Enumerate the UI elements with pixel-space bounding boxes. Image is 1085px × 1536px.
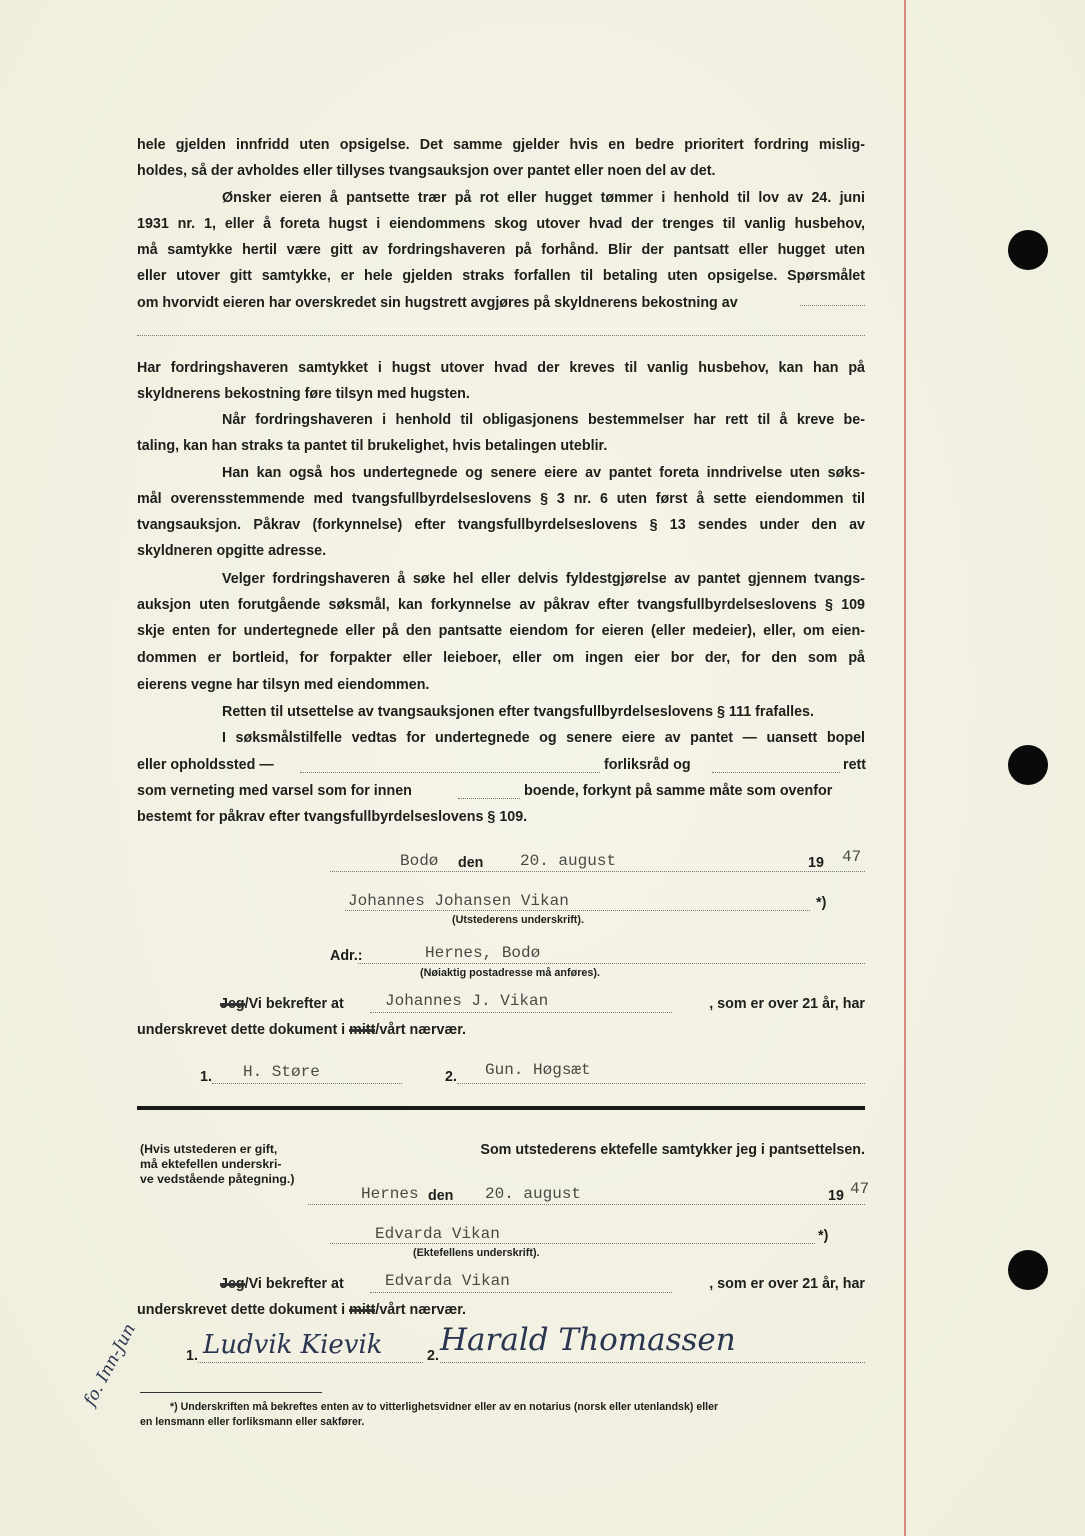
- struck-word: Jeg: [220, 1276, 245, 1292]
- body-line: Velger fordringshaveren å søke hel eller delvis fyldestgjørelse av pantet gjennem tvangs-: [222, 571, 865, 587]
- body-line: 1931 nr. 1, eller å foreta hugst i eiendommens skog utover hvad der trenges til vanlig husbehov,: [137, 216, 865, 232]
- confirm-text: [220, 1276, 344, 1292]
- confirm-name: Johannes J. Vikan: [385, 992, 549, 1010]
- body-line: Retten til utsettelse av tvangsauksjonen efter tvangsfullbyrdelseslovens § 111 frafalles.: [222, 704, 814, 720]
- name-line: [370, 1292, 672, 1293]
- body-line: skje enten for undertegnede eller på den pantsatte eiendom for eieren (eller medeier), eller, om eien-: [137, 623, 865, 639]
- footnote-line: en lensmann eller forliksmann eller sakfører.: [140, 1416, 365, 1428]
- footnote-line: *) Underskriften må bekreftes enten av to vitterlighetsvidner eller av en notarius (norsk eller utenlandsk) eller: [170, 1401, 719, 1413]
- spouse-note: [140, 1142, 294, 1187]
- confirm-tail: , som er over 21 år, har: [709, 1276, 865, 1292]
- body-line: skyldneren opgitte adresse.: [137, 543, 327, 559]
- spouse-place: Hernes: [361, 1185, 419, 1203]
- name-line: [370, 1012, 672, 1013]
- venue-text: som verneting med varsel som for innen: [137, 783, 412, 799]
- spouse-signature: Edvarda Vikan: [375, 1225, 500, 1243]
- body-line: auksjon uten forutgående søksmål, kan forkynnelse av påkrav efter tvangsfullbyrdelseslovens § 109: [137, 597, 865, 613]
- section-divider: [137, 1106, 865, 1110]
- address-line: [358, 963, 865, 964]
- body-line: taling, kan han straks ta pantet til brukelighet, hvis betalingen uteblir.: [137, 438, 608, 454]
- struck-word: mitt: [349, 1022, 376, 1038]
- signature-line: [345, 910, 810, 911]
- century-label: 19: [828, 1188, 844, 1204]
- signed-text: [137, 1022, 466, 1038]
- den-label: den: [428, 1188, 454, 1204]
- venue-text: bestemt for påkrav efter tvangsfullbyrdelseslovens § 109.: [137, 809, 528, 825]
- witness-2-handwritten: Harald Thomassen: [440, 1322, 736, 1358]
- issuer-address: Hernes, Bodø: [425, 944, 541, 962]
- struck-word: mitt: [349, 1302, 376, 1318]
- date-line: [308, 1204, 865, 1205]
- punch-hole: [1008, 745, 1048, 785]
- signature-caption: (Utstederens underskrift).: [452, 914, 584, 926]
- confirm-tail: , som er over 21 år, har: [709, 996, 865, 1012]
- body-line: holdes, så der avholdes eller tillyses tvangsauksjon over pantet eller noen del av det.: [137, 163, 716, 179]
- punch-hole: [1008, 1250, 1048, 1290]
- century-label: 19: [808, 855, 824, 871]
- note-line: (Hvis utstederen er gift,: [140, 1142, 278, 1156]
- signature-line: [330, 1243, 815, 1244]
- venue-text: forliksråd og: [604, 757, 691, 773]
- witness-line: [212, 1083, 402, 1084]
- issuer-year: 47: [842, 848, 862, 866]
- blank-field: [800, 305, 865, 306]
- blank-field: [137, 335, 865, 336]
- body-line: må samtykke hertil være gitt av fordringshaveren på forhånd. Blir der pantsatt eller hugget uten: [137, 242, 865, 258]
- issuer-signature: Johannes Johansen Vikan: [348, 892, 569, 910]
- den-label: den: [458, 855, 484, 871]
- body-line: I søksmålstilfelle vedtas for undertegnede og senere eiere av pantet — uansett bopel: [222, 730, 865, 746]
- witness-2: Gun. Høgsæt: [485, 1061, 591, 1079]
- signed-post: /vårt nærvær.: [375, 1302, 466, 1318]
- witness-line: [198, 1362, 423, 1363]
- venue-text: rett: [843, 757, 867, 773]
- confirm-label: /Vi bekrefter at: [244, 1276, 344, 1292]
- body-line: mål overensstemmende med tvangsfullbyrdelseslovens § 3 nr. 6 uten først å sette eiendommen til: [137, 491, 865, 507]
- confirm-text: [220, 996, 344, 1012]
- footnote-mark: *): [818, 1228, 829, 1244]
- address-label: Adr.:: [330, 948, 363, 964]
- venue-text: eller opholdssted —: [137, 757, 274, 773]
- body-line: skyldnerens bekostning føre tilsyn med hugsten.: [137, 386, 470, 402]
- margin-rule: [904, 0, 906, 1536]
- body-line: tvangsauksjon. Påkrav (forkynnelse) efter tvangsfullbyrdelseslovens § 13 sendes under den av: [137, 517, 865, 533]
- body-line: Han kan også hos undertegnede og senere eiere av pantet foreta inndrivelse uten søks-: [222, 465, 865, 481]
- body-line: Når fordringshaveren i henhold til obligasjonens bestemmelser har rett til å kreve be-: [222, 412, 865, 428]
- spouse-year: 47: [850, 1180, 870, 1198]
- blank-field: [712, 772, 840, 773]
- body-line: om hvorvidt eieren har overskredet sin hugstrett avgjøres på skyldnerens bekostning av: [137, 295, 738, 311]
- confirm-name: Edvarda Vikan: [385, 1272, 510, 1290]
- footnote-mark: *): [816, 895, 827, 911]
- witness-1-handwritten: Ludvik Kievik: [203, 1330, 383, 1360]
- witness-number: 2.: [445, 1069, 457, 1085]
- signed-pre: underskrevet dette dokument i: [137, 1302, 350, 1318]
- consent-text: Som utstederens ektefelle samtykker jeg i pantsettelsen.: [480, 1142, 865, 1158]
- note-line: ve vedstående påtegning.): [140, 1172, 295, 1186]
- signature-caption: (Ektefellens underskrift).: [413, 1247, 540, 1259]
- signed-pre: underskrevet dette dokument i: [137, 1022, 350, 1038]
- signed-post: /vårt nærvær.: [375, 1022, 466, 1038]
- body-line: eierens vegne har tilsyn med eiendommen.: [137, 677, 430, 693]
- blank-field: [458, 798, 520, 799]
- address-caption: (Nøiaktig postadresse må anføres).: [420, 967, 600, 979]
- venue-text: boende, forkynt på samme måte som ovenfor: [524, 783, 833, 799]
- footnote-rule: [140, 1392, 322, 1393]
- confirm-label: /Vi bekrefter at: [244, 996, 344, 1012]
- witness-number: 1.: [200, 1069, 212, 1085]
- witness-number: 2.: [427, 1348, 439, 1364]
- footnote: [140, 1400, 718, 1430]
- note-line: må ektefellen underskri-: [140, 1157, 282, 1171]
- issuer-date: 20. august: [520, 852, 617, 870]
- body-line: eller utover gitt samtykke, er hele gjelden straks forfallen til betaling uten opsigelse. Spørsmålet: [137, 268, 865, 284]
- date-line: [330, 871, 865, 872]
- witness-line: [440, 1362, 865, 1363]
- witness-number: 1.: [186, 1348, 198, 1364]
- signed-text: [137, 1302, 466, 1318]
- body-line: Har fordringshaveren samtykket i hugst utover hvad der kreves til vanlig husbehov, kan han på: [137, 360, 865, 376]
- issuer-place: Bodø: [400, 852, 439, 870]
- struck-word: Jeg: [220, 996, 245, 1012]
- body-line: Ønsker eieren å pantsette trær på rot eller hugget tømmer i henhold til lov av 24. juni: [222, 190, 865, 206]
- margin-note-handwritten: fo. Inn-Jun: [80, 1320, 140, 1410]
- witness-line: [457, 1083, 865, 1084]
- punch-hole: [1008, 230, 1048, 270]
- witness-1: H. Støre: [243, 1063, 320, 1081]
- body-line: hele gjelden innfridd uten opsigelse. Det samme gjelder hvis en bedre prioritert fordring mislig-: [137, 137, 865, 153]
- blank-field: [300, 772, 600, 773]
- body-line: dommen er bortleid, for forpakter eller leieboer, eller om ingen eier bor der, for den som på: [137, 650, 865, 666]
- spouse-date: 20. august: [485, 1185, 582, 1203]
